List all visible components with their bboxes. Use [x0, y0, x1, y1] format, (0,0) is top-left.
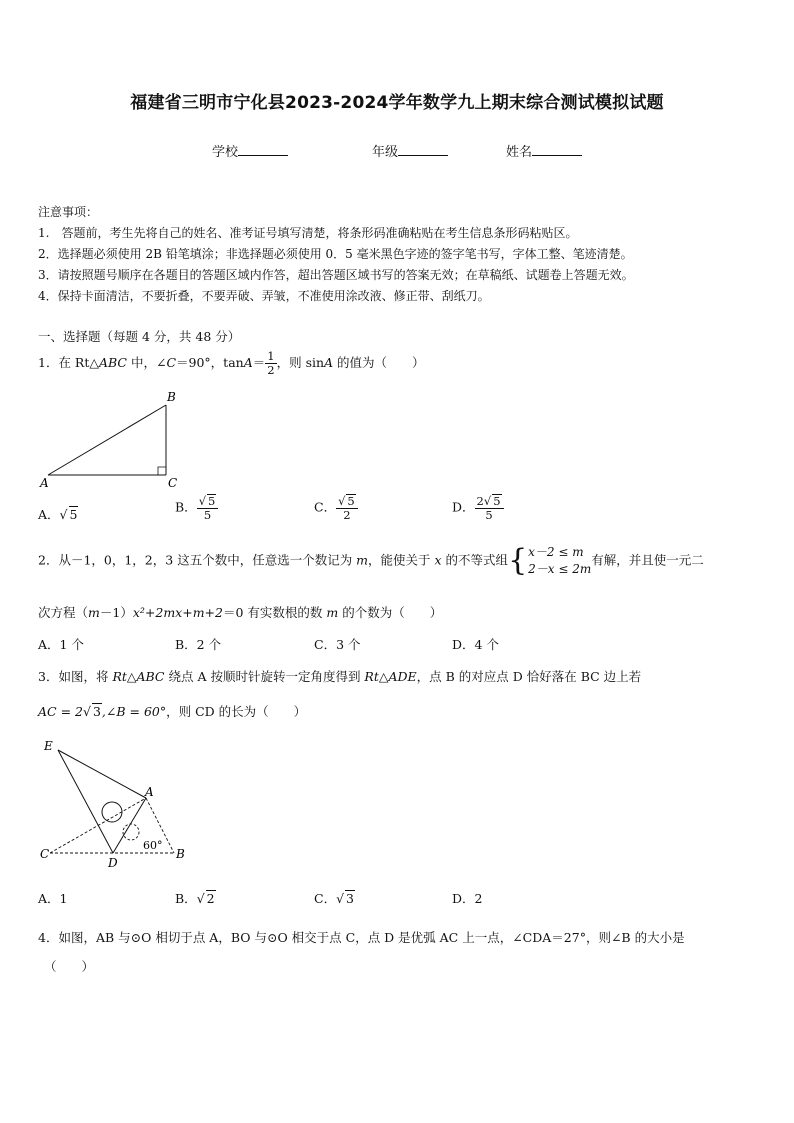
triangle-abc-figure [36, 388, 186, 492]
label-b: B [176, 847, 185, 861]
label-e: E [44, 739, 53, 753]
question-4-line-2: （ ） [44, 959, 95, 974]
q2-option-c: C．3 个 [314, 637, 361, 652]
system-brace: { [508, 543, 528, 578]
q1-option-d: D． $\frac{2√ 5}{5}$ [452, 494, 504, 522]
notes-heading: 注意事项： [38, 205, 99, 219]
q2-option-d: D．4 个 [452, 637, 499, 652]
note-item-3: 3．请按照题号顺序在各题目的答题区域内作答，超出答题区域书写的答案无效；在草稿纸、试题卷上答题无效。 [38, 268, 634, 282]
q2-option-b: B．2 个 [175, 637, 222, 652]
grade-field: 年级 [372, 141, 448, 160]
question-3-line-2: AC = 2√ 3,∠B = 60°，则 CD 的长为（ ） [38, 704, 307, 719]
q3-option-d: D．2 [452, 891, 483, 906]
page-title: 福建省三明市宁化县2023-2024学年数学九上期末综合测试模拟试题 [130, 93, 664, 113]
q3-option-c: C．√ 3 [314, 891, 354, 906]
label-c: C [40, 847, 50, 861]
rotation-figure [36, 736, 196, 870]
q3-option-a: A．1 [38, 891, 68, 906]
question-4-line-1: 4．如图，AB 与⊙O 相切于点 A，BO 与⊙O 相交于点 C，点 D 是优弧 AC 上一点，∠CDA＝27°，则∠B 的大小是 [38, 930, 685, 945]
q3-option-b: B．√ 2 [175, 891, 215, 906]
name-field: 姓名 [506, 141, 582, 160]
angle-label: 60° [143, 839, 163, 852]
label-b: B [167, 390, 176, 404]
label-d: D [108, 856, 118, 870]
question-1: 1．在 Rt△ABC 中，∠C＝90°，tanA＝ $\frac{1}{2}$ ，则 sinA 的值为（ ） [38, 349, 425, 377]
note-item-1: 1. 答题前，考生先将自己的姓名、准考证号填写清楚，将条形码准确粘贴在考生信息条形码粘贴区。 [38, 226, 578, 240]
question-2-line-2: 次方程（m－1）x²+2mx+m+2＝0 有实数根的数 m 的个数为（ ） [38, 605, 443, 620]
q2-option-a: A．1 个 [38, 637, 84, 652]
label-c: C [168, 476, 178, 490]
school-field: 学校 [212, 141, 288, 160]
inequality-system: x－2 ≤ m 2－x ≤ 2m [528, 545, 592, 576]
q1-option-a: A．√ 5 [38, 507, 78, 522]
label-a: A [40, 476, 49, 490]
question-3-line-1: 3．如图，将 Rt△ABC 绕点 A 按顺时针旋转一定角度得到 Rt△ADE，点 B 的对应点 D 恰好落在 BC 边上若 [38, 669, 642, 684]
fraction-one-half: $\frac{1}{2}$ [267, 349, 275, 377]
q1-option-c: C． $\frac{√ 5}{2}$ [314, 494, 358, 522]
question-2-line-1: 2．从－1，0，1，2，3 这五个数中，任意选一个数记为 m，能使关于 x 的不等式组{ x－2 ≤ m 2－x ≤ 2m 有解，并且使一元二 [38, 543, 704, 578]
label-a: A [145, 785, 154, 799]
section-heading: 一、选择题（每题 4 分，共 48 分） [38, 329, 241, 344]
note-item-2: 2．选择题必须使用 2B 铅笔填涂；非选择题必须使用 0．5 毫米黑色字迹的签字笔书写，字体工整、笔迹清楚。 [38, 247, 633, 261]
q1-option-b: B． $\frac{√ 5}{5}$ [175, 494, 218, 522]
note-item-4: 4．保持卡面清洁，不要折叠，不要弄破、弄皱，不准使用涂改液、修正带、刮纸刀。 [38, 289, 490, 303]
